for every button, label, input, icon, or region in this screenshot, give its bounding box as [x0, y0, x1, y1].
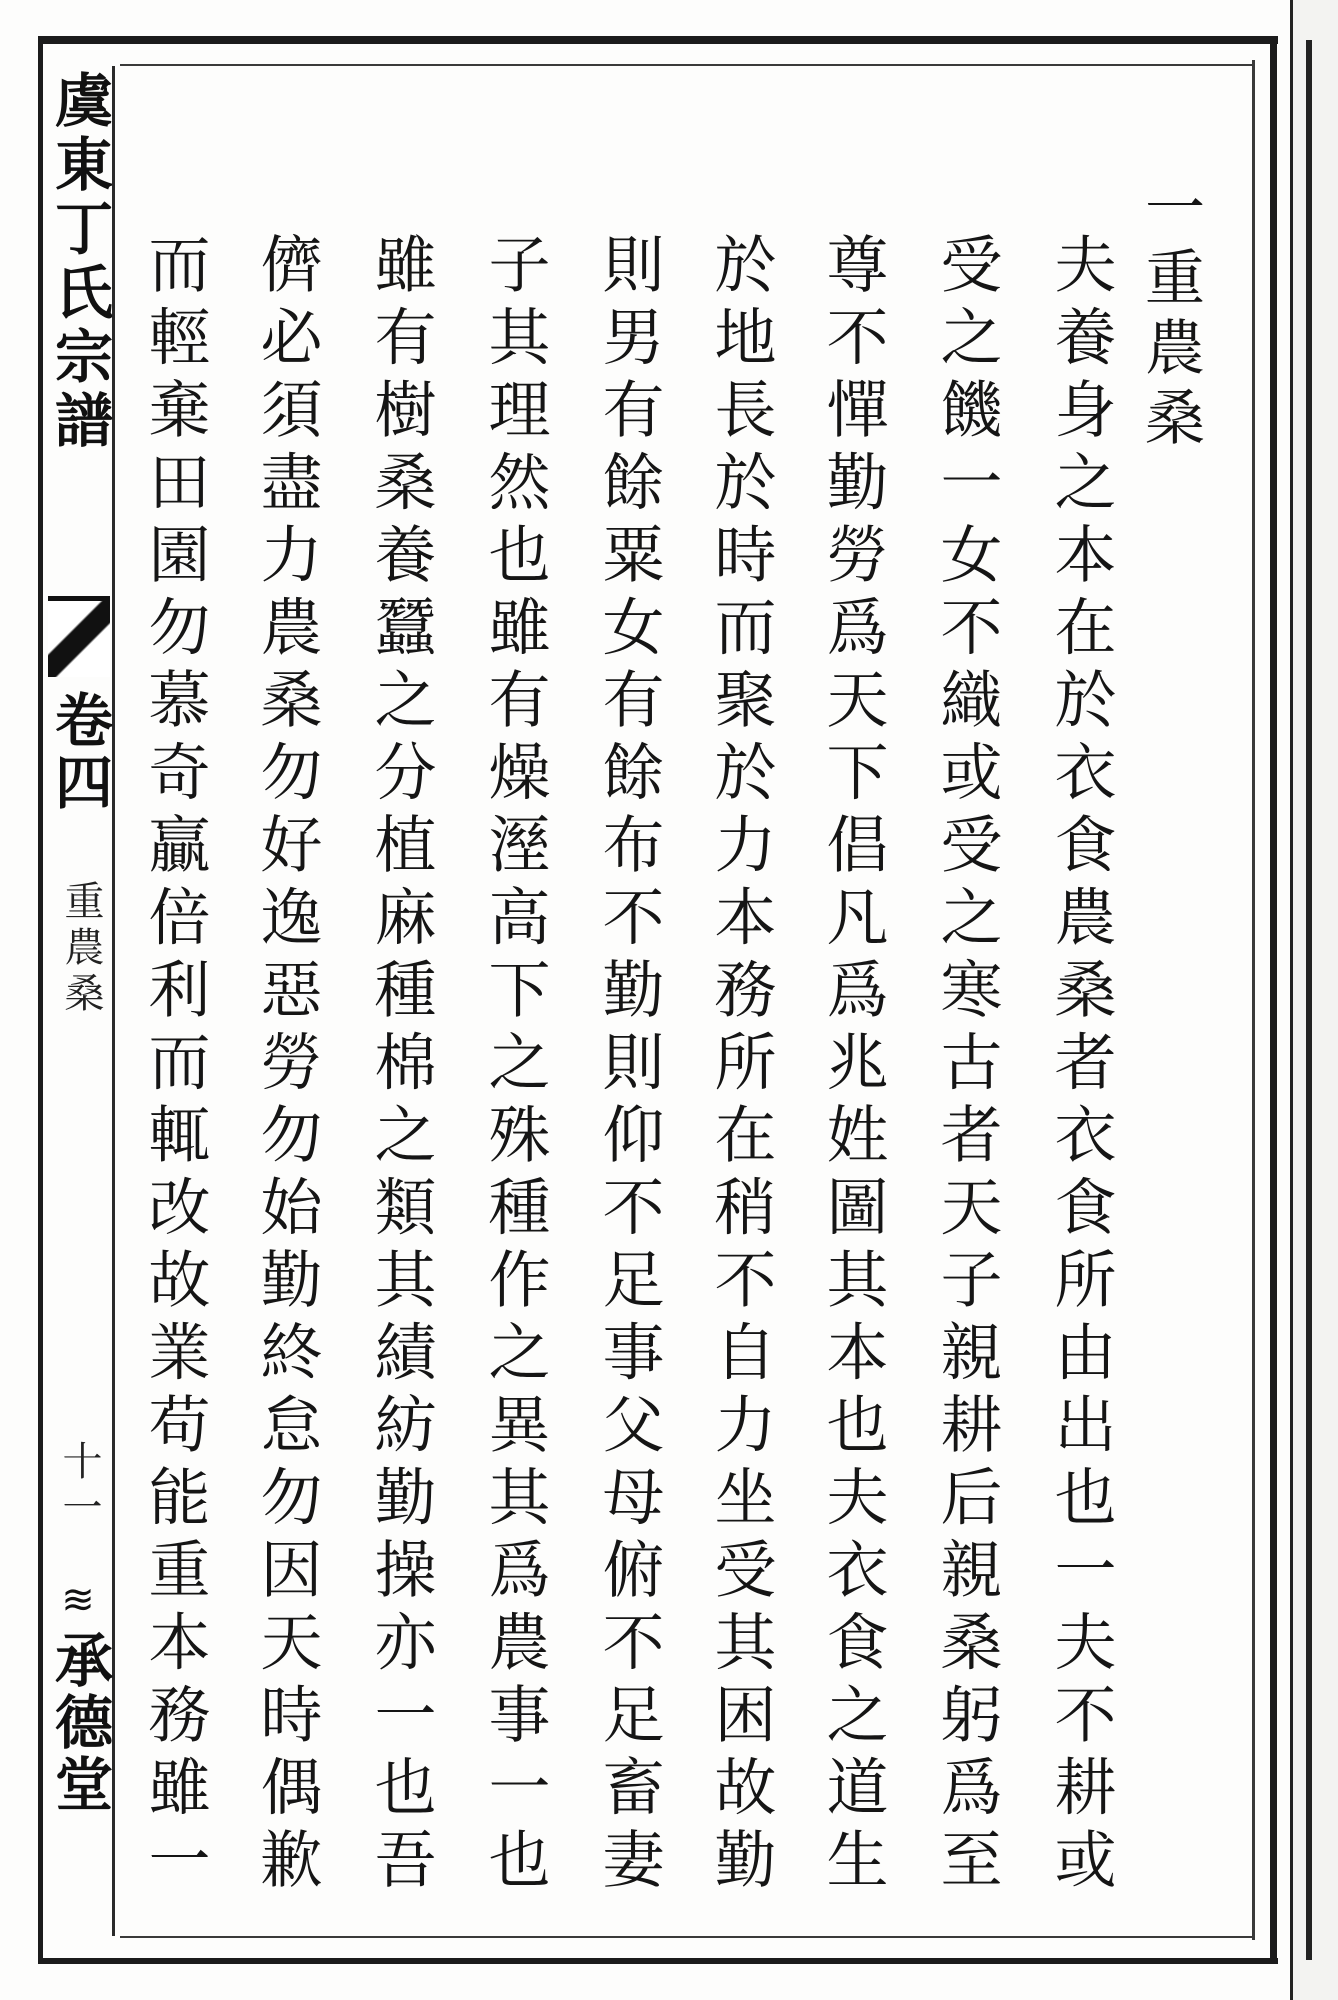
- frame-right-border: [1270, 36, 1277, 1964]
- section-heading: 一重農桑: [1135, 176, 1205, 456]
- hall-name: 承德堂: [45, 1630, 113, 1816]
- frame-bottom-inner-border: [120, 1936, 1255, 1938]
- adjacent-page-edge: [1290, 0, 1338, 2000]
- page-number: 十一: [56, 1440, 102, 1532]
- volume-label: 卷四: [45, 690, 113, 814]
- text-column: 雖有樹桑養蠶之分植麻種棉之類其績紡勤操亦一也吾: [364, 232, 437, 1900]
- text-column: 於地長於時而聚於力本務所在稍不自力坐受其困故勤: [704, 232, 777, 1900]
- text-column: 儕必須盡力農桑勿好逸惡勞勿始勤終怠勿因天時偶歉: [250, 232, 323, 1900]
- frame-top-inner-border: [120, 64, 1255, 66]
- frame-bottom-border: [38, 1958, 1278, 1964]
- frame-top-border: [38, 36, 1278, 44]
- frame-right-inner-border: [1252, 60, 1255, 1940]
- text-column: 子其理然也雖有燥溼高下之殊種作之異其爲農事一也: [478, 232, 551, 1900]
- frame-left-border: [38, 36, 43, 1964]
- wave-mark-icon: ≋: [61, 1577, 95, 1623]
- adjacent-page-border: [1306, 40, 1312, 1960]
- fishtail-ornament: [48, 596, 110, 677]
- text-column: 尊不憚勤勞爲天下倡凡爲兆姓圖其本也夫衣食之道生: [816, 232, 889, 1900]
- text-column: 則男有餘粟女有餘布不勤則仰不足事父母俯不足畜妻: [592, 232, 665, 1900]
- text-column: 而輕棄田園勿慕奇贏倍利而輒改故業苟能重本務雖一: [138, 232, 211, 1900]
- text-column: 受之饑一女不織或受之寒古者天子親耕后親桑躬爲至: [930, 232, 1003, 1900]
- genealogy-title: 虞東丁氏宗譜: [45, 70, 113, 454]
- text-column: 夫養身之本在於衣食農桑者衣食所由出也一夫不耕或: [1044, 232, 1117, 1900]
- section-label: 重農桑: [58, 880, 104, 1018]
